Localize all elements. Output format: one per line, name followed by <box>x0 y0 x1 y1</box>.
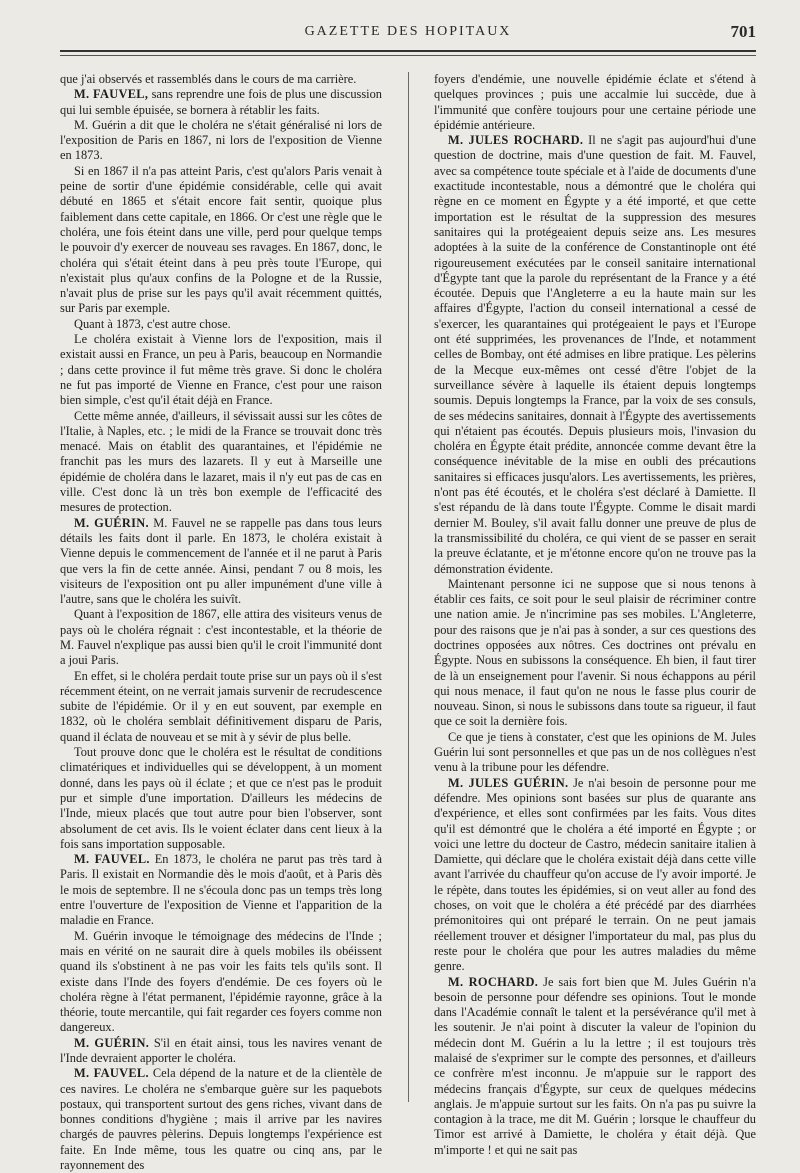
paragraph <box>434 730 756 776</box>
paragraph <box>60 516 382 608</box>
paragraph <box>60 669 382 745</box>
paragraph-text: En effet, si le choléra perdait toute prise sur un pays où il s'est récemment éteint, on ne verrait jamais survenir de recrudescence subite de l'épidémie. Or il y en eut souvent, par exemple en 1832, où le choléra semblait définitivement disparu de Paris, quand il éclata de nouveau et se mit à y sévir de plus belle. <box>60 668 382 744</box>
paragraph <box>60 745 382 852</box>
paragraph-text: M. Guérin a dit que le choléra ne s'était généralisé ni lors de l'exposition de Paris en 1867, ni lors de l'exposition de Vienne en 1873. <box>60 117 382 163</box>
paragraph <box>434 776 756 975</box>
paragraph <box>60 607 382 668</box>
paragraph-text: Je sais fort bien que M. Jules Guérin n'a besoin de personne pour défendre ses opinions. Tout le monde dans l'Académie connaît le talent et la persévérance qu'il met à les soutenir. Je n'ai point à discuter la valeur de l'opinion du médecin dont M. Guérin a lu la lettre ; il est toujours très malaisé de s'exprimer sur le compte des personnes, et d'ailleurs ce confrère m'est inconnu. Je m'appuie sur le rapport des médecins français d'Égypte, sur ceux de quelques médecins anglais. Je m'appuie surtout sur les faits. On n'a pas pu suivre la contagion à la trace, me dit M. Guérin ; lorsque le chauffeur du Timor est arrivé à Damiette, le choléra y était déjà. Que m'importe ! et qui ne sait pas <box>434 974 756 1157</box>
paragraph <box>60 72 382 87</box>
paragraph-text: Je n'ai besoin de personne pour me défendre. Mes opinions sont basées sur plus de quarante ans d'expérience, et elles sont confirmées par les faits. Vous dites qu'il est démontré que le choléra a été importé en Égypte ; or voici une lettre du docteur de Castro, médecin sanitaire italien à Damiette, qui déclare que le choléra existait déjà dans cette ville avant l'arrivée du chauffeur qu'on accuse de l'y avoir importé. Je le répète, dans toutes les épidémies, si on veut aller au fond des choses, on voit que le choléra a été précédé par des diarrhées prémonitoires qui ont préparé le terrain. On ne peut jamais réellement trouver et désigner l'importateur du mal, pas plus du reste pour le choléra que pour les autres maladies du même genre. <box>434 775 756 974</box>
column-divider <box>408 72 409 1102</box>
paragraph-text: M. Fauvel ne se rappelle pas dans tous leurs détails les faits dont il parle. En 1873, le choléra existait à Vienne depuis le commencement de l'année et il ne parut à Paris que vers la fin de cette année. Ainsi, pendant 7 ou 8 mois, les visiteurs de l'exposition ont pu aller impunément d'une ville à l'autre, sans que le choléra les suivît. <box>60 515 382 607</box>
paragraph <box>60 929 382 1036</box>
speaker-name: M. JULES GUÉRIN. <box>448 775 569 790</box>
text-columns <box>60 72 757 1173</box>
speaker-name: M. ROCHARD. <box>448 974 539 989</box>
paragraph-text: Il ne s'agit pas aujourd'hui d'une question de doctrine, mais d'une question de fait. M. Fauvel, avec sa compétence toute spéciale et à l'aide de documents d'une exactitude incontestable, nous a démontré que le choléra qui règne en ce moment en Égypte y a été importé, et que cette importation est le résultat de la suppression des mesures sanitaires qui la protégeaient depuis seize ans. Les mesures adoptées à la suite de la conférence de Constantinople ont été rigoureusement exécutées par le conseil sanitaire international d'Égypte tant que la parole du représentant de la France y a été écoutée. Depuis que l'Angleterre a eu la haute main sur les affaires d'Égypte, l'action du conseil international a cessé de s'exercer, les quarantaines qui protégeaient le pays et l'Europe ont été supprimées, les provenances de l'Inde, et notamment celles de Bombay, ont été admises en libre pratique. Les pèlerins de la Mecque eux-mêmes ont cessé d'être l'objet de la surveillance sévère à laquelle ils étaient depuis longtemps soumis. Depuis longtemps la France, par la voix de ses consuls, de ses médecins sanitaires, donnait à l'Égypte des avertissements qui n'étaient pas écoutés. Depuis plusieurs mois, l'invasion du choléra en Égypte était prédite, annoncée comme devant être la conséquence inévitable de la mise en oubli des précautions sanitaires si efficaces jusqu'alors. Les avertissements, les prières, n'ont pas été écoutés, et le choléra s'est déclaré à Damiette. Il s'est répandu de là dans toute l'Égypte. Comme le disait mardi dernier M. Bouley, s'il avait fallu donner une preuve de plus de la transmissibilité du choléra, ce qui vient de se passer en serait la preuve éclatante, et je m'étonne encore qu'on ne trouve pas la démonstration évidente. <box>434 133 757 576</box>
paragraph-text: Quant à 1873, c'est autre chose. <box>74 316 231 331</box>
paragraph <box>60 164 382 317</box>
paragraph-text: Cette même année, d'ailleurs, il sévissait aussi sur les côtes de l'Italie, à Naples, etc. ; le midi de la France se trouvait donc très menacé. Mais on établit des quarantaines, et l'épidémie ne franchit pas les murs des lazarets. Il y eut à Marseille une épidémie de choléra dans le lazaret, mais il n'y eut pas de cas en ville. C'est donc là un très bon exemple de l'efficacité des mesures de protection. <box>60 408 382 515</box>
paragraph-text: que j'ai observés et rassemblés dans le cours de ma carrière. <box>60 72 357 86</box>
paragraph <box>60 409 382 516</box>
page-number: 701 <box>730 22 756 41</box>
paragraph <box>434 133 756 577</box>
speaker-name: M. FAUVEL, <box>74 87 149 102</box>
paragraph <box>434 72 756 133</box>
speaker-name: M. FAUVEL. <box>74 852 150 867</box>
speaker-name: M. FAUVEL. <box>74 1066 149 1081</box>
speaker-name: M. GUÉRIN. <box>74 1035 150 1050</box>
paragraph <box>434 577 756 730</box>
header-rule-thin <box>60 55 756 56</box>
paragraph-text: S'il en était ainsi, tous les navires venant de l'Inde devraient apporter le choléra. <box>60 1035 382 1065</box>
paragraph <box>60 87 382 118</box>
paragraph-text: Ce que je tiens à constater, c'est que les opinions de M. Jules Guérin lui sont personnelles et que pas un de nos collègues n'est venu à la tribune pour les défendre. <box>434 729 756 775</box>
paragraph-text: Maintenant personne ici ne suppose que si nous tenons à établir ces faits, ce soit pour le seul plaisir de récriminer contre une nation amie. Je n'incrimine pas ses mobiles. L'Angleterre, pour des raisons que je n'ai pas à sonder, a sur ces questions des doctrines opposées aux nôtres. Ces doctrines ont prévalu en Égypte. Nous en subissons la conséquence. Eh bien, il faut tirer de là un enseignement pour l'avenir. Si nous échappons au péril qui nous menace, il faut qu'on ne nous le fasse plus courir de nouveau. Sinon, si nous le subissons dans toute sa rigueur, il faut que ce soit la dernière fois. <box>434 576 756 729</box>
header-rule-thick <box>60 50 756 52</box>
paragraph <box>60 852 382 928</box>
paragraph-text: sans reprendre une fois de plus une discussion qui lui semble épuisée, se bornera à rétablir les faits. <box>60 87 382 117</box>
running-head <box>60 22 756 44</box>
paragraph-text: Cela dépend de la nature et de la clientèle de ces navires. Le choléra ne s'embarque guère sur les paquebots postaux, qui transportent surtout des gens riches, vivant dans de bonnes conditions d'hygiène ; mais il arrive par les navires chargés de pauvres pèlerins. Depuis longtemps l'expérience est faite. En Inde même, tous les quatre ou cinq ans, par le rayonnement des <box>60 1066 382 1173</box>
paragraph-text: Le choléra existait à Vienne lors de l'exposition, mais il existait aussi en France, un peu à Paris, beaucoup en Normandie ; dans cette province il fut même très grave. Si donc le choléra ne fut pas importé de Vienne en France, c'est pour une raison bien simple, c'est qu'il était déjà en France. <box>60 332 382 408</box>
paragraph-text: Si en 1867 il n'a pas atteint Paris, c'est qu'alors Paris venait à peine de sortir d'une épidémie considérable, celle qui avait débuté en 1865 et s'était encore fait sentir, quoique plus faiblement dans cette capitale, en 1866. Or c'est une règle que le choléra, une fois éteint dans une ville, perd pour quelque temps le pouvoir d'y exercer de nouveau ses ravages. En 1867, donc, le choléra qui s'était éteint dans à peu près toute l'Europe, qui n'existait plus qu'aux confins de la Pologne et de la Russie, n'avait plus de prise sur les pays qu'il avait récemment quittés, sur Paris par exemple. <box>60 163 382 316</box>
paragraph <box>60 118 382 164</box>
paragraph <box>60 317 382 332</box>
speaker-name: M. GUÉRIN. <box>74 515 149 530</box>
journal-title: GAZETTE DES HOPITAUX <box>304 24 512 39</box>
paragraph <box>60 1066 382 1173</box>
paragraph-text: En 1873, le choléra ne parut pas très tard à Paris. Il existait en Normandie dès le mois d'août, et à Paris dès le mois de septembre. Il ne s'écoula donc pas un temps très long entre l'ouverture de l'exposition de Vienne et l'apparition de la maladie en France. <box>60 852 382 928</box>
paragraph-text: Quant à l'exposition de 1867, elle attira des visiteurs venus de pays où le choléra régnait : c'est incontestable, et la théorie de M. Fauvel n'explique pas aussi bien qu'il le croit l'immunité dont a joui Paris. <box>60 607 382 668</box>
speaker-name: M. JULES ROCHARD. <box>448 133 584 148</box>
right-column <box>434 72 757 1157</box>
paragraph-text: M. Guérin invoque le témoignage des médecins de l'Inde ; mais en vérité on ne saurait dire à quels mobiles ils obéissent quand ils s'obstinent à ne pas voir les faits tels qu'ils sont. Il existe dans l'Inde des foyers d'endémie. De ces foyers où le choléra règne à l'état permanent, l'épidémie rayonne, grâce à la théorie, toute mercantile, qui fait regarder ces foyers comme non dangereux. <box>60 928 382 1035</box>
paragraph <box>60 332 382 408</box>
paragraph <box>434 975 756 1159</box>
paragraph-text: Tout prouve donc que le choléra est le résultat de conditions climatériques et individuelles qui se développent, à un moment donné, dans les pays où il éclate ; et que ce n'est pas le produit pur et simple d'une importation. D'ailleurs les médecins de l'Inde, mieux placés que tout autre pour bien l'observer, sont absolument de cet avis. Ils le voient éclater dans cent lieux à la fois sans importation supposable. <box>60 745 382 851</box>
paragraph <box>60 1036 382 1067</box>
paragraph-text: foyers d'endémie, une nouvelle épidémie éclate et s'étend à quelques provinces ; puis une accalmie lui succède, due à l'immunité que confère toujours pour une certaine période une épidémie antérieure. <box>434 72 756 132</box>
left-column <box>60 72 382 1173</box>
